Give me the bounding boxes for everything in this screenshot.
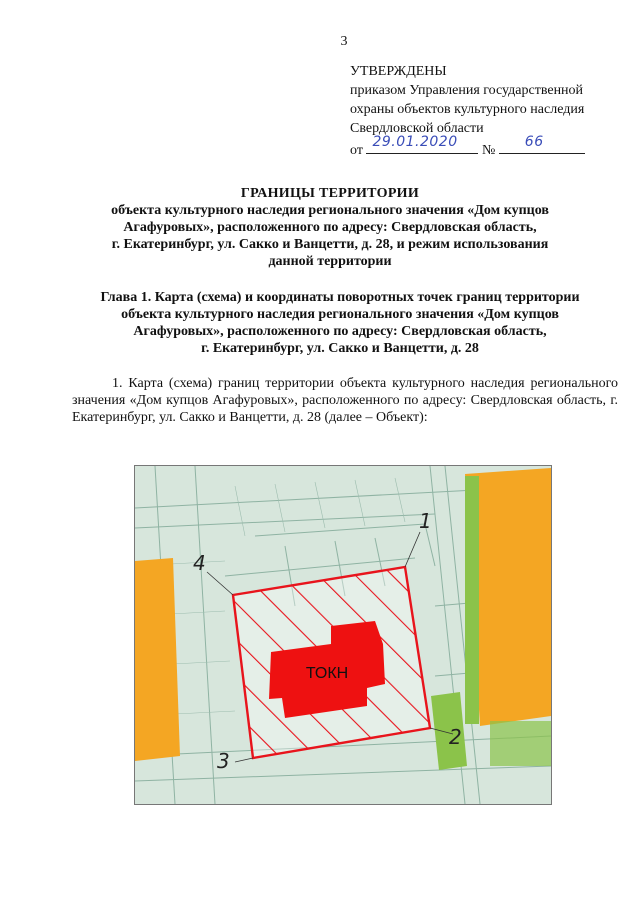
approval-signature-line (350, 134, 620, 160)
date-line (366, 134, 478, 154)
building-label: ТОКН (305, 665, 349, 682)
handwritten-number: 66 (524, 134, 544, 150)
paragraph-1: 1. Карта (схема) границ территории объекта культурного наследия регионального значения «Дом купцов Агафуровых», расположенного по адресу: Свердловская область, г. Екатеринбург, ул. Сакко и Ванцетти, д. 28 (далее – Объект): (72, 376, 618, 425)
number-line (499, 134, 585, 154)
approval-line-1: приказом Управления государственной (350, 83, 584, 98)
title-heading: ГРАНИЦЫ ТЕРРИТОРИИ (240, 186, 420, 201)
from-label: от (350, 143, 363, 158)
approval-title: УТВЕРЖДЕНЫ (350, 64, 447, 79)
document-title (60, 185, 600, 270)
title-line-3: г. Екатеринбург, ул. Сакко и Ванцетти, д. 28, и режим использования (111, 237, 549, 252)
chapter-line-2: объекта культурного наследия регионального значения «Дом купцов (121, 307, 559, 322)
point-label-1: 1 (419, 509, 432, 533)
title-line-4: данной территории (268, 254, 392, 269)
page-number: 3 (340, 34, 348, 49)
green-zone-corner (490, 721, 551, 766)
chapter-line-3: Агафуровых», расположенного по адресу: Свердловская область, (133, 324, 547, 339)
orange-block-left (135, 558, 180, 761)
point-label-4: 4 (193, 551, 206, 575)
green-strip-right (465, 476, 479, 724)
point-label-3: 3 (217, 749, 230, 773)
map-svg (135, 466, 551, 804)
boundary-map (134, 465, 552, 805)
approval-line-3: Свердловской области (350, 121, 484, 136)
title-line-2: Агафуровых», расположенного по адресу: Свердловская область, (123, 220, 537, 235)
handwritten-date: 29.01.2020 (372, 134, 458, 150)
chapter-heading (60, 289, 620, 357)
approval-block (350, 62, 620, 160)
title-line-1: объекта культурного наследия регионального значения «Дом купцов (111, 203, 549, 218)
chapter-line-1: Глава 1. Карта (схема) и координаты поворотных точек границ территории (100, 290, 580, 305)
approval-line-2: охраны объектов культурного наследия (350, 102, 585, 117)
number-label: № (481, 143, 496, 158)
chapter-line-4: г. Екатеринбург, ул. Сакко и Ванцетти, д. 28 (201, 341, 479, 356)
point-label-2: 2 (449, 725, 462, 749)
